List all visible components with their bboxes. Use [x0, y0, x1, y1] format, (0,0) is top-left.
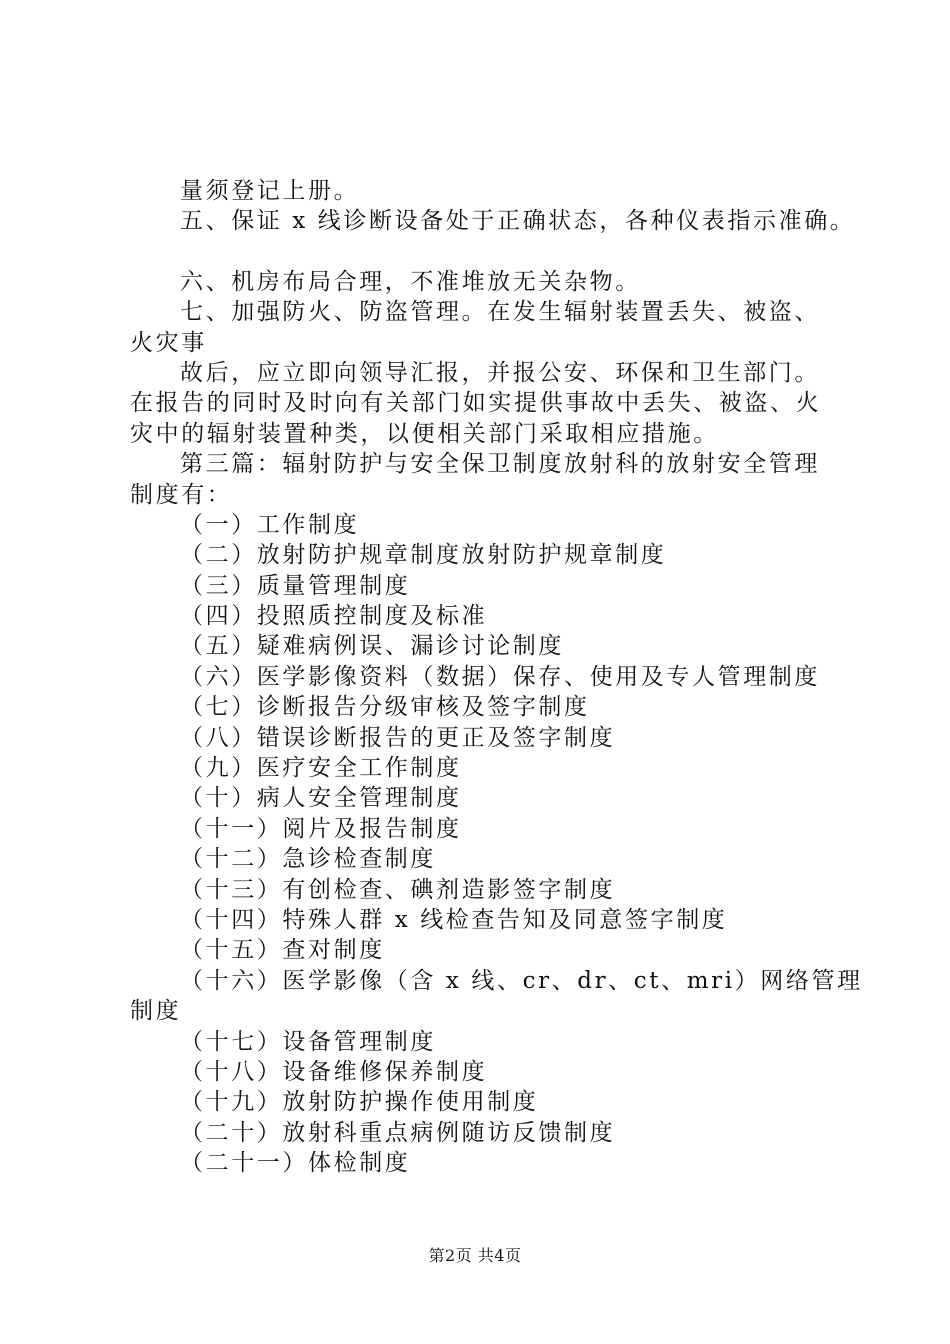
list-item: （十六）医学影像（含 x 线、cr、dr、ct、mri）网络管理 [180, 967, 863, 994]
list-item: （十四）特殊人群 x 线检查告知及同意签字制度 [180, 906, 728, 933]
section-heading-line: 第三篇：辐射防护与安全保卫制度放射科的放射安全管理 [180, 451, 820, 478]
list-item: （七）诊断报告分级审核及签字制度 [180, 694, 590, 721]
list-item-continuation: 制度 [130, 998, 182, 1025]
section-heading-line: 制度有： [130, 481, 233, 508]
list-item: （十七）设备管理制度 [180, 1028, 436, 1055]
list-item: （二十）放射科重点病例随访反馈制度 [180, 1119, 616, 1146]
paragraph-line: 故后，应立即向领导汇报，并报公安、环保和卫生部门。 [180, 359, 820, 386]
paragraph-line: 在报告的同时及时向有关部门如实提供事故中丢失、被盗、火 [130, 390, 822, 417]
paragraph-line: 火灾事 [130, 329, 207, 356]
list-item: （二十一）体检制度 [180, 1150, 411, 1177]
list-item: （十一）阅片及报告制度 [180, 815, 462, 842]
list-item: （六）医学影像资料（数据）保存、使用及专人管理制度 [180, 663, 820, 690]
paragraph-gap [130, 237, 850, 267]
paragraph-line: 五、保证 x 线诊断设备处于正确状态，各种仪表指示准确。 [180, 208, 856, 235]
list-item: （十）病人安全管理制度 [180, 785, 462, 812]
list-item: （二）放射防护规章制度放射防护规章制度 [180, 542, 667, 569]
list-item: （十五）查对制度 [180, 937, 385, 964]
paragraph-line: 灾中的辐射装置种类，以便相关部门采取相应措施。 [130, 420, 719, 447]
page-footer: 第2页 共4页 [428, 1246, 522, 1265]
list-item: （十八）设备维修保养制度 [180, 1058, 488, 1085]
list-item: （十三）有创检查、碘剂造影签字制度 [180, 876, 616, 903]
list-item: （三）质量管理制度 [180, 572, 411, 599]
list-item: （九）医疗安全工作制度 [180, 755, 462, 782]
paragraph-line: 七、加强防火、防盗管理。在发生辐射装置丢失、被盗、 [180, 299, 820, 326]
list-item: （十二）急诊检查制度 [180, 846, 436, 873]
document-body [130, 176, 863, 1179]
list-item: （一）工作制度 [180, 511, 360, 538]
list-item: （八）错误诊断报告的更正及签字制度 [180, 724, 616, 751]
paragraph-line: 量须登记上册。 [180, 178, 360, 204]
list-item: （十九）放射防护操作使用制度 [180, 1089, 539, 1116]
list-item: （四）投照质控制度及标准 [180, 603, 488, 630]
list-item: （五）疑难病例误、漏诊讨论制度 [180, 633, 564, 660]
paragraph-line: 六、机房布局合理，不准堆放无关杂物。 [180, 268, 641, 295]
